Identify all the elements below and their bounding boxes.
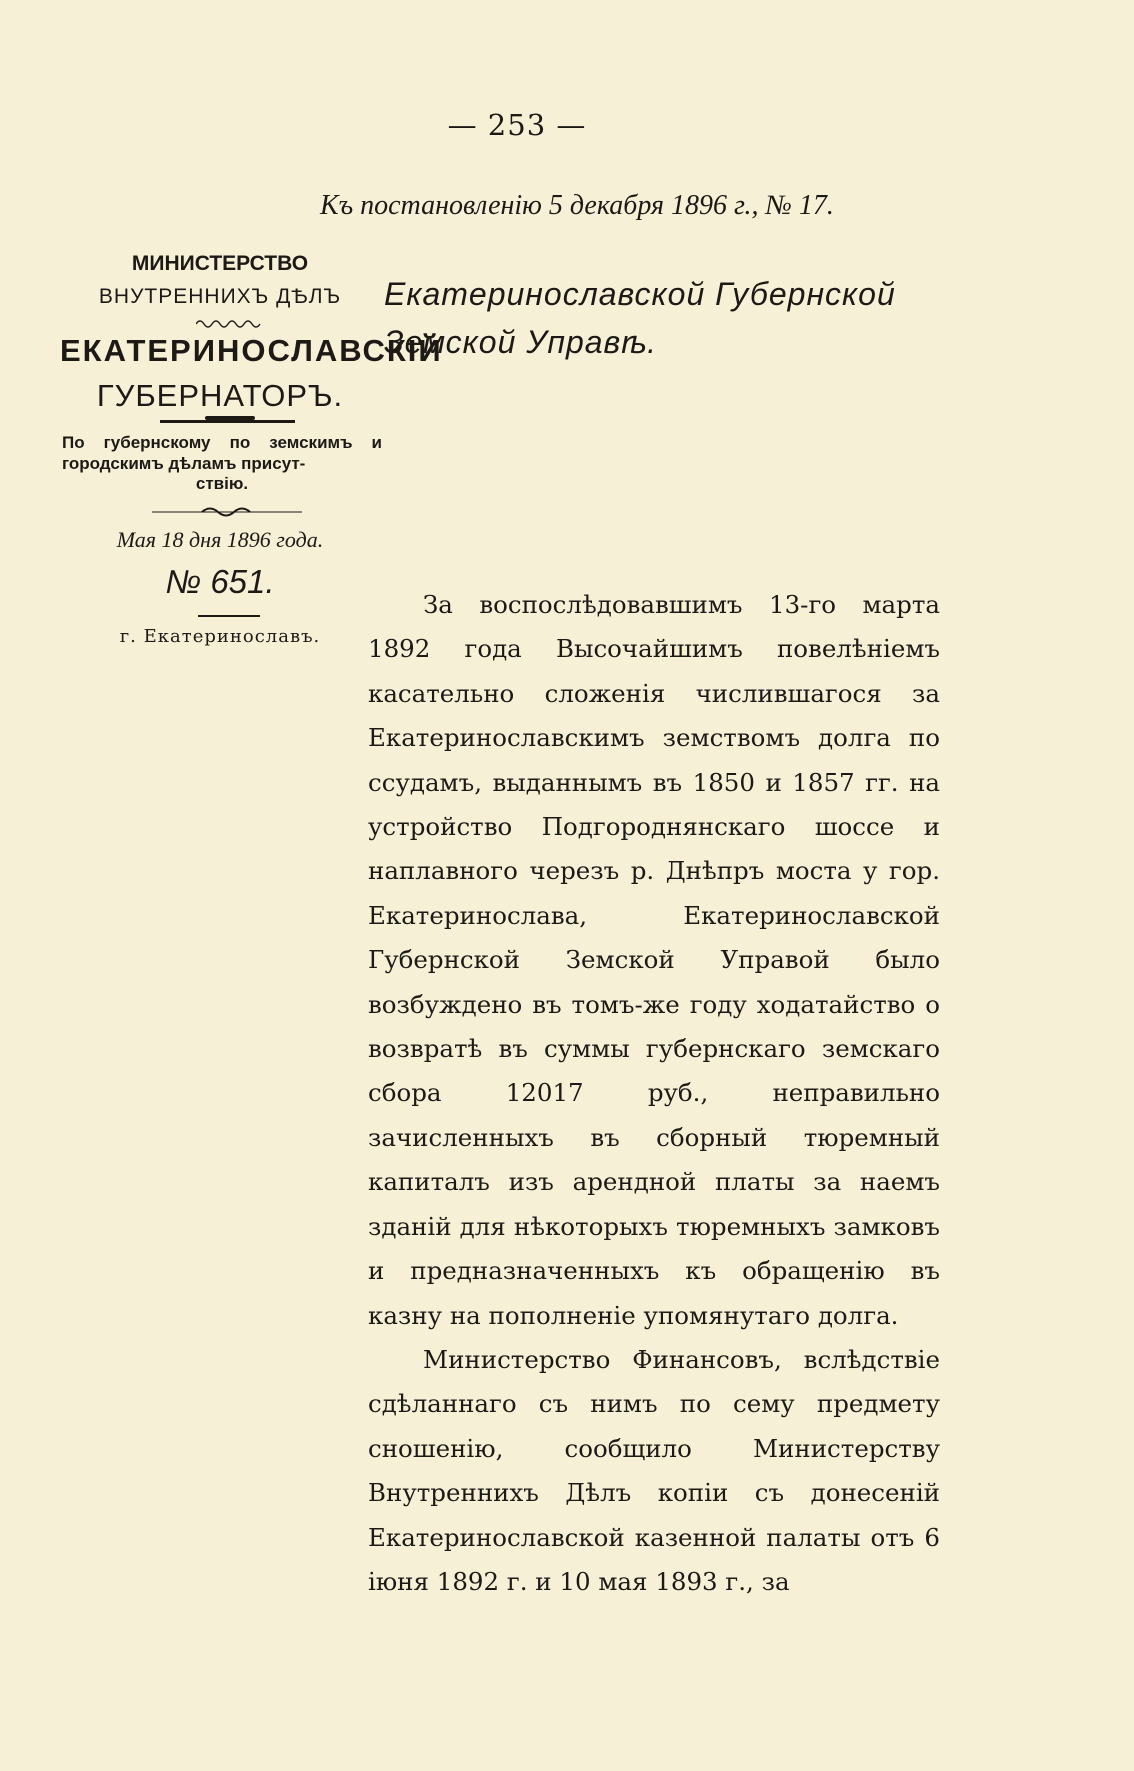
resolution-reference: Къ постановленію 5 декабря 1896 г., № 17. [320,190,834,221]
flourish-ornament [152,505,302,517]
number-underline [198,615,260,617]
letter-body [368,583,940,1604]
presence-department-end: ствію. [195,474,249,493]
body-paragraph-2: Министерство Финансовъ, вслѣдствіе сдѣланнаго съ нимъ по сему предмету сношенію, сообщило Министерству Внутреннихъ Дѣлъ копіи съ донесеній Екатеринославской казенной палаты отъ 6 іюня 1892 г. и 10 мая 1893 г., за [368,1344,940,1596]
body-paragraph-1: За воспослѣдовавшимъ 13-го марта 1892 года Высочайшимъ повелѣніемъ касательно сложенія числившагося за Екатеринославскимъ земствомъ долга по ссудамъ, выданнымъ въ 1850 и 1857 гг. на устройство Подгороднянскаго шоссе и наплавного черезъ р. Днѣпръ моста у гор. Екатеринослава, Екатеринославской Губернской Земской Управой было возбуждено въ томъ-же году ходатайство о возвратѣ въ суммы губернскаго земскаго сбора 12017 руб., неправильно зачисленныхъ въ сборный тюремный капиталъ изъ арендной платы за наемъ зданій для нѣкоторыхъ тюремныхъ замковъ и предназначенныхъ къ обращенію въ казну на пополненіе упомянутаго долга. [368,590,940,1330]
wavy-ornament [196,318,262,328]
ministry-subtitle: ВНУТРЕННИХЪ ДѢЛЪ [98,285,342,308]
addressee: Екатеринославской Губернской Земской Управѣ. [384,276,896,360]
presence-department: По губернскому по земскимъ и городскимъ дѣламъ присут- [62,433,382,473]
divider-ornament [205,416,255,420]
document-city: г. Екатеринославъ. [119,626,321,647]
ministry-title: МИНИСТЕРСТВО [131,252,309,275]
governor-subtitle: ГУБЕРНАТОРЪ. [96,378,344,413]
page-number: — 253 — [447,108,587,142]
document-number: № 651. [165,563,275,600]
document-date: Мая 18 дня 1896 года. [116,527,324,552]
governor-title: ЕКАТЕРИНОСЛАВСКІЙ [60,333,443,368]
divider-rule [160,420,295,423]
